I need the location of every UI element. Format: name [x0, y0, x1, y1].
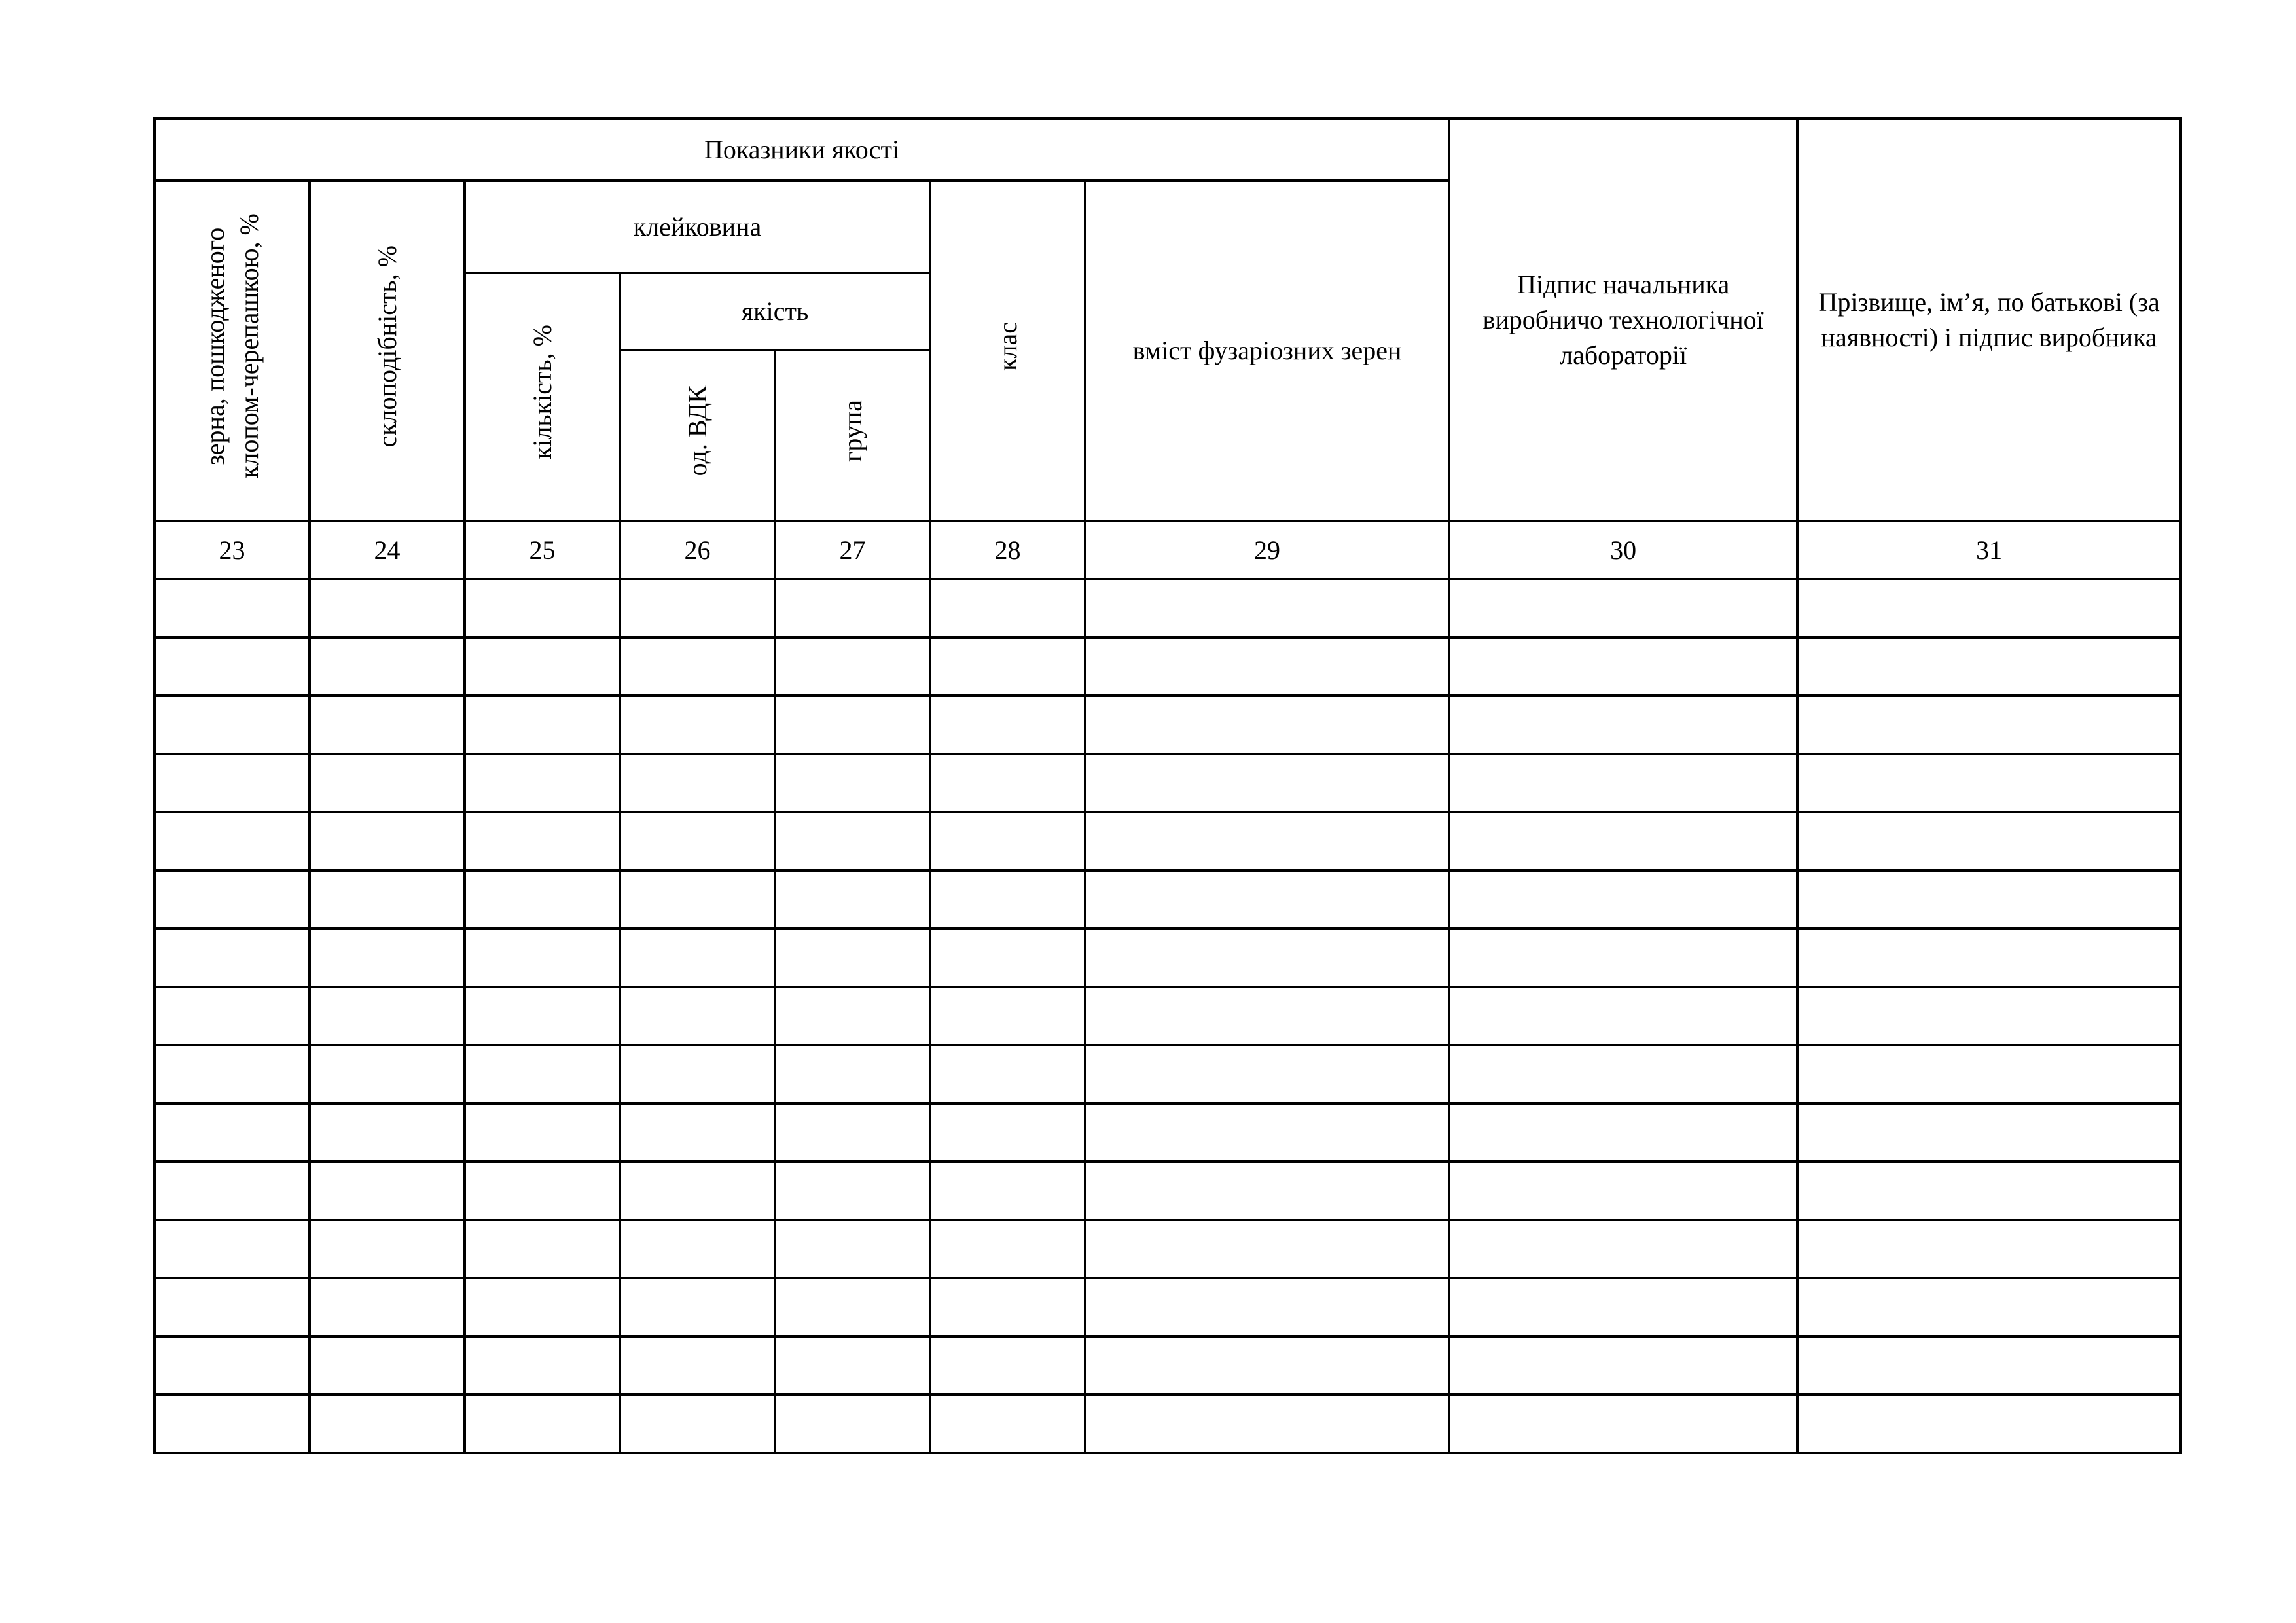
entry-cell[interactable]: [310, 754, 465, 812]
entry-cell[interactable]: [930, 1103, 1085, 1162]
entry-cell[interactable]: [1797, 1336, 2181, 1395]
entry-cell[interactable]: [930, 1220, 1085, 1278]
entry-cell[interactable]: [775, 812, 930, 870]
column-number: 25: [465, 521, 620, 579]
gluten-group-label: група: [837, 399, 867, 463]
column-number: 29: [1085, 521, 1449, 579]
entry-cell[interactable]: [1797, 870, 2181, 929]
producer-signature-label: Прізвище, ім’я, по батькові (за наявності) і підпис виробника: [1818, 287, 2160, 352]
entry-cell[interactable]: [930, 579, 1085, 637]
entry-cell[interactable]: [465, 754, 620, 812]
lab-head-signature-label: Підпис начальника виробничо технологічної лабораторії: [1482, 269, 1764, 370]
entry-cell[interactable]: [620, 1103, 775, 1162]
entry-cell[interactable]: [465, 1162, 620, 1220]
entry-cell[interactable]: [930, 696, 1085, 754]
entry-cell[interactable]: [1797, 1278, 2181, 1336]
entry-cell[interactable]: [775, 696, 930, 754]
table-row: [154, 1395, 2181, 1453]
entry-cell[interactable]: [775, 1395, 930, 1453]
entry-cell[interactable]: [1449, 754, 1797, 812]
entry-cell[interactable]: [1449, 1162, 1797, 1220]
table-row: [154, 1045, 2181, 1103]
entry-cell[interactable]: [1797, 1103, 2181, 1162]
entry-cell[interactable]: [1085, 1162, 1449, 1220]
entry-cell[interactable]: [620, 696, 775, 754]
entry-cell[interactable]: [465, 1336, 620, 1395]
entry-cell[interactable]: [930, 1395, 1085, 1453]
entry-cell[interactable]: [620, 929, 775, 987]
entry-cell[interactable]: [465, 812, 620, 870]
entry-cell[interactable]: [465, 1278, 620, 1336]
entry-cell[interactable]: [1449, 929, 1797, 987]
entry-cell[interactable]: [154, 929, 310, 987]
table-row: [154, 987, 2181, 1045]
entry-cell[interactable]: [310, 1395, 465, 1453]
entry-cell[interactable]: [620, 579, 775, 637]
entry-cell[interactable]: [620, 870, 775, 929]
entry-cell[interactable]: [465, 987, 620, 1045]
entry-cell[interactable]: [1085, 1045, 1449, 1103]
entry-cell[interactable]: [310, 870, 465, 929]
entry-cell[interactable]: [1449, 812, 1797, 870]
entry-cell[interactable]: [465, 637, 620, 696]
entry-cell[interactable]: [154, 987, 310, 1045]
entry-cell[interactable]: [310, 1278, 465, 1336]
table-row: [154, 696, 2181, 754]
entry-cell[interactable]: [930, 1278, 1085, 1336]
entry-cell[interactable]: [930, 929, 1085, 987]
entry-cell[interactable]: [1085, 1103, 1449, 1162]
entry-cell[interactable]: [465, 1045, 620, 1103]
entry-cell[interactable]: [1797, 1395, 2181, 1453]
entry-cell[interactable]: [310, 1045, 465, 1103]
entry-cell[interactable]: [620, 1336, 775, 1395]
class-label: клас: [992, 321, 1022, 371]
header-fusarium-content: вміст фузаріозних зерен: [1085, 181, 1449, 521]
entry-cell[interactable]: [620, 1278, 775, 1336]
entry-cell[interactable]: [310, 1336, 465, 1395]
entry-cell[interactable]: [775, 929, 930, 987]
column-number: 26: [620, 521, 775, 579]
header-quality-indicators: Показники якості: [154, 118, 1449, 181]
header-gluten-group: [775, 350, 930, 521]
entry-cell[interactable]: [1085, 579, 1449, 637]
table-row: [154, 1220, 2181, 1278]
entry-cell[interactable]: [310, 929, 465, 987]
entry-cell[interactable]: [775, 870, 930, 929]
entry-cell[interactable]: [1797, 579, 2181, 637]
header-gluten: клейковина: [465, 181, 930, 273]
table-row: [154, 1278, 2181, 1336]
entry-cell[interactable]: [775, 1045, 930, 1103]
entry-cell[interactable]: [1797, 1162, 2181, 1220]
entry-cell[interactable]: [1449, 579, 1797, 637]
entry-cell[interactable]: [620, 1045, 775, 1103]
entry-cell[interactable]: [154, 812, 310, 870]
table-row: [154, 1162, 2181, 1220]
table-row: [154, 637, 2181, 696]
header-idk-units: [620, 350, 775, 521]
entry-cell[interactable]: [1085, 987, 1449, 1045]
entry-cell[interactable]: [1449, 1045, 1797, 1103]
entry-cell[interactable]: [620, 1395, 775, 1453]
entry-cell[interactable]: [154, 1045, 310, 1103]
entry-cell[interactable]: [1797, 812, 2181, 870]
table-row: [154, 754, 2181, 812]
entry-cell[interactable]: [1797, 1220, 2181, 1278]
entry-cell[interactable]: [620, 754, 775, 812]
header-bug-damaged-grain: [154, 181, 310, 521]
entry-cell[interactable]: [1449, 1220, 1797, 1278]
bug-damaged-grain-label: зерна, пошкодженого клопом-черепашкою, %: [200, 213, 264, 479]
entry-cell[interactable]: [1797, 696, 2181, 754]
entry-cell[interactable]: [930, 812, 1085, 870]
entry-cell[interactable]: [154, 1336, 310, 1395]
table-row: [154, 1103, 2181, 1162]
entry-cell[interactable]: [310, 1220, 465, 1278]
entry-cell[interactable]: [1085, 754, 1449, 812]
column-number: 30: [1449, 521, 1797, 579]
entry-cell[interactable]: [930, 1336, 1085, 1395]
entry-cell[interactable]: [1449, 1336, 1797, 1395]
entry-cell[interactable]: [154, 637, 310, 696]
entry-cell[interactable]: [1085, 929, 1449, 987]
entry-cell[interactable]: [1085, 696, 1449, 754]
entry-cell[interactable]: [930, 754, 1085, 812]
entry-cell[interactable]: [1797, 637, 2181, 696]
entry-cell[interactable]: [1085, 812, 1449, 870]
entry-cell[interactable]: [310, 1103, 465, 1162]
entry-cell[interactable]: [1449, 870, 1797, 929]
entry-cell[interactable]: [154, 1278, 310, 1336]
entry-cell[interactable]: [1449, 1278, 1797, 1336]
entry-cell[interactable]: [154, 579, 310, 637]
entry-cell[interactable]: [1085, 1395, 1449, 1453]
header-class: [930, 181, 1085, 521]
entry-cell[interactable]: [1449, 696, 1797, 754]
entry-cell[interactable]: [310, 696, 465, 754]
entry-cell[interactable]: [1797, 754, 2181, 812]
entry-cell[interactable]: [775, 1278, 930, 1336]
table-row: [154, 929, 2181, 987]
entry-cell[interactable]: [310, 987, 465, 1045]
entry-cell[interactable]: [465, 1220, 620, 1278]
entry-cell[interactable]: [930, 987, 1085, 1045]
vitreousness-label: склоподібність, %: [372, 245, 402, 448]
entry-cell[interactable]: [1085, 637, 1449, 696]
table-row: [154, 870, 2181, 929]
entry-cell[interactable]: [1797, 987, 2181, 1045]
gluten-quantity-label: кількість, %: [527, 325, 557, 460]
entry-cell[interactable]: [154, 1103, 310, 1162]
entry-cell[interactable]: [154, 1162, 310, 1220]
entry-cell[interactable]: [310, 579, 465, 637]
column-number-row: [154, 521, 2181, 579]
entry-cell[interactable]: [620, 812, 775, 870]
entry-cell[interactable]: [154, 754, 310, 812]
entry-cell[interactable]: [775, 1336, 930, 1395]
entry-cell[interactable]: [775, 579, 930, 637]
entry-cell[interactable]: [465, 1103, 620, 1162]
entry-cell[interactable]: [775, 1162, 930, 1220]
entry-cell[interactable]: [1797, 929, 2181, 987]
header-gluten-quantity: [465, 273, 620, 521]
entry-cell[interactable]: [310, 637, 465, 696]
entry-cell[interactable]: [1449, 1103, 1797, 1162]
header-gluten-quality: якість: [620, 273, 930, 350]
entry-cell[interactable]: [775, 637, 930, 696]
entry-cell[interactable]: [310, 1162, 465, 1220]
entry-cell[interactable]: [1797, 1045, 2181, 1103]
header-vitreousness: [310, 181, 465, 521]
entry-cell[interactable]: [1085, 870, 1449, 929]
entry-cell[interactable]: [465, 696, 620, 754]
column-number: 23: [154, 521, 310, 579]
entry-cell[interactable]: [930, 1162, 1085, 1220]
entry-cell[interactable]: [620, 637, 775, 696]
entry-cell[interactable]: [1085, 1220, 1449, 1278]
column-number: 27: [775, 521, 930, 579]
table-row: [154, 1336, 2181, 1395]
entry-cell[interactable]: [310, 812, 465, 870]
entry-cell[interactable]: [930, 1045, 1085, 1103]
entry-cell[interactable]: [1449, 1395, 1797, 1453]
entry-cell[interactable]: [465, 579, 620, 637]
entry-cell[interactable]: [930, 870, 1085, 929]
entry-cell[interactable]: [154, 1395, 310, 1453]
entry-cell[interactable]: [465, 870, 620, 929]
idk-units-label: од. ВДК: [682, 385, 712, 476]
quality-indicators-table: [153, 117, 2182, 1454]
entry-cell[interactable]: [620, 987, 775, 1045]
table-row: [154, 579, 2181, 637]
entry-cell[interactable]: [775, 1220, 930, 1278]
column-number: 24: [310, 521, 465, 579]
entry-cell[interactable]: [1449, 637, 1797, 696]
entry-cell[interactable]: [620, 1162, 775, 1220]
entry-cell[interactable]: [930, 637, 1085, 696]
entry-cell[interactable]: [1449, 987, 1797, 1045]
entry-cell[interactable]: [620, 1220, 775, 1278]
column-number: 31: [1797, 521, 2181, 579]
header-lab-head-signature: [1449, 118, 1797, 521]
column-number: 28: [930, 521, 1085, 579]
table-row: [154, 812, 2181, 870]
entry-cell[interactable]: [154, 696, 310, 754]
entry-cell[interactable]: [465, 929, 620, 987]
entry-cell[interactable]: [154, 870, 310, 929]
entry-cell[interactable]: [465, 1395, 620, 1453]
header-producer-signature: [1797, 118, 2181, 521]
entry-cell[interactable]: [775, 754, 930, 812]
entry-cell[interactable]: [1085, 1336, 1449, 1395]
entry-cell[interactable]: [1085, 1278, 1449, 1336]
entry-cell[interactable]: [775, 987, 930, 1045]
entry-cell[interactable]: [775, 1103, 930, 1162]
entry-cell[interactable]: [154, 1220, 310, 1278]
